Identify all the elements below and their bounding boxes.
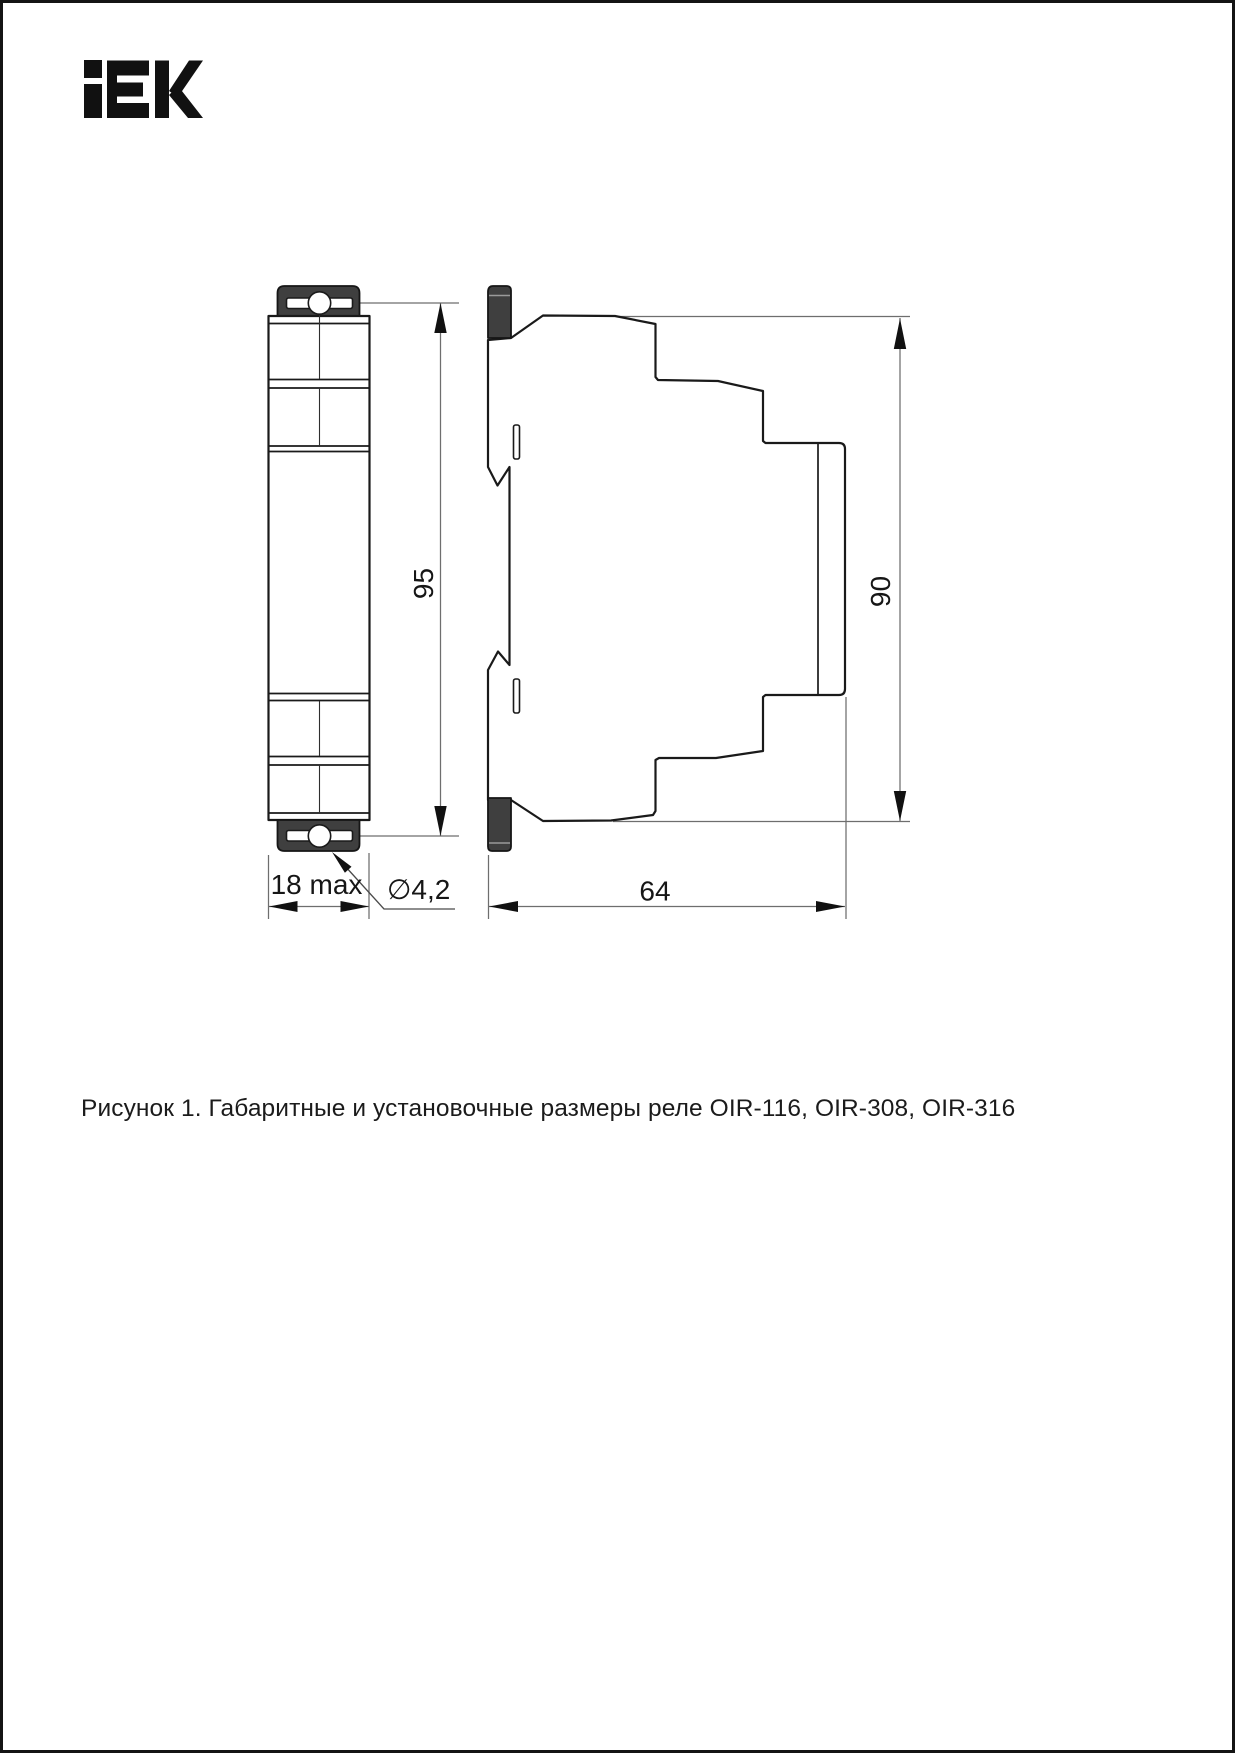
side-top-din-clip xyxy=(488,286,511,338)
iek-logo-icon xyxy=(84,60,203,118)
side-body-profile xyxy=(488,316,845,822)
side-vent-slot-upper xyxy=(514,425,520,459)
side-view xyxy=(488,286,845,851)
dimension-drawing xyxy=(3,3,1235,1753)
figure-caption: Рисунок 1. Габаритные и установочные размеры реле OIR-116, OIR-308, OIR-316 xyxy=(81,1095,1016,1122)
front-height-dimension: 95 xyxy=(408,567,439,600)
front-bottom-screw-hole xyxy=(308,825,330,847)
side-depth-dimension: 64 xyxy=(639,875,671,907)
side-vent-slot-lower xyxy=(514,679,520,713)
hole-diameter-dimension: ∅4,2 xyxy=(387,874,451,905)
side-height-dimension: 90 xyxy=(865,575,896,608)
front-width-dimension: 18 max xyxy=(270,869,363,900)
front-view xyxy=(269,286,370,851)
front-top-screw-hole xyxy=(308,292,330,314)
